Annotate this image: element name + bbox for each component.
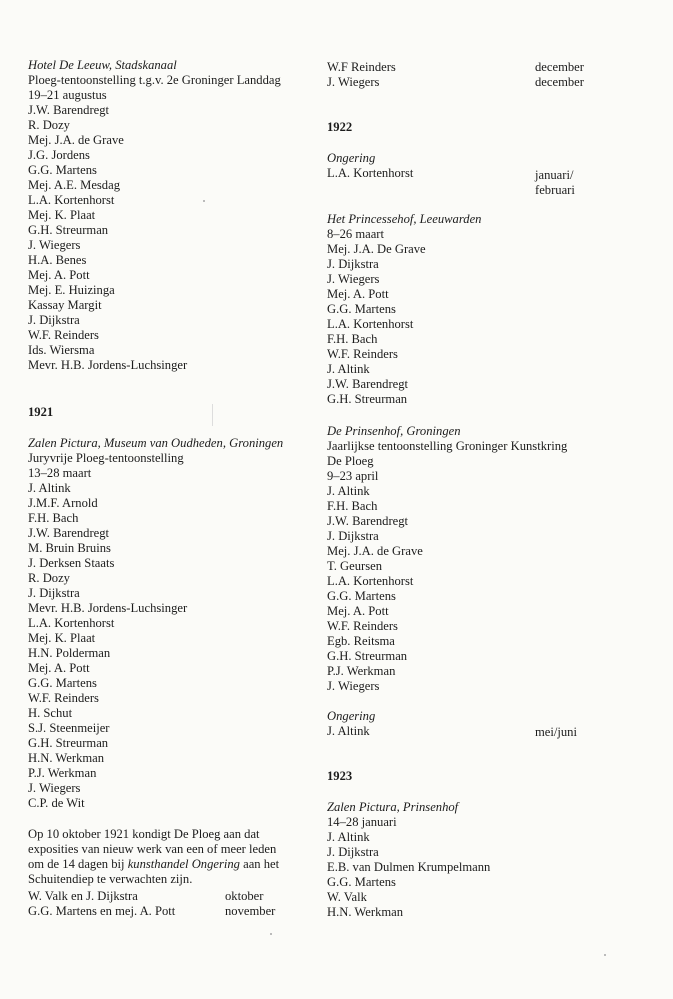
artist-name: J.W. Barendregt: [28, 103, 110, 117]
year-heading-1923: 1923: [327, 769, 353, 783]
artist-name: J. Dijkstra: [28, 313, 80, 327]
artist-name: R. Dozy: [28, 571, 70, 585]
exhibition-dates: 13–28 maart: [28, 466, 92, 480]
artist-name: J. Altink: [28, 481, 71, 495]
artist-name: P.J. Werkman: [327, 664, 396, 678]
exhibition-description: Juryvrije Ploeg-tentoonstelling: [28, 451, 184, 465]
artist-name: Mej. A.E. Mesdag: [28, 178, 120, 192]
paragraph-line: exposities van nieuw werk van een of meer leden: [28, 842, 277, 856]
artist-name: Mej. E. Huizinga: [28, 283, 115, 297]
schedule-month: december: [535, 60, 584, 74]
artist-name: E.B. van Dulmen Krumpelmann: [327, 860, 491, 874]
artist-name: J. Altink: [327, 484, 370, 498]
artist-name: W.F. Reinders: [327, 619, 398, 633]
artist-name: R. Dozy: [28, 118, 70, 132]
exhibition-dates: 8–26 maart: [327, 227, 385, 241]
artist-name: Mej. J.A. de Grave: [28, 133, 124, 147]
artist-name: J.W. Barendregt: [327, 514, 409, 528]
artist-name: H.N. Werkman: [327, 905, 404, 919]
artist-name: G.G. Martens: [28, 163, 97, 177]
artist-name: L.A. Kortenhorst: [28, 616, 115, 630]
artist-name: G.H. Streurman: [28, 223, 109, 237]
artist-name: M. Bruin Bruins: [28, 541, 111, 555]
schedule-artists: J. Wiegers: [327, 75, 380, 89]
artist-name: G.G. Martens: [327, 589, 396, 603]
artist-name: J. Derksen Staats: [28, 556, 115, 570]
exhibition-artist: J. Altink: [327, 724, 370, 738]
schedule-artists: W.F Reinders: [327, 60, 396, 74]
scan-speck: [270, 933, 272, 935]
paragraph-line: Schuitendiep te verwachten zijn.: [28, 872, 193, 886]
artist-name: L.A. Kortenhorst: [327, 317, 414, 331]
artist-name: Ids. Wiersma: [28, 343, 95, 357]
schedule-artists: G.G. Martens en mej. A. Pott: [28, 904, 176, 918]
scan-speck: [203, 200, 205, 202]
artist-name: F.H. Bach: [28, 511, 79, 525]
artist-name: Mej. A. Pott: [327, 287, 389, 301]
artist-name: Mej. J.A. De Grave: [327, 242, 426, 256]
schedule-artists: W. Valk en J. Dijkstra: [28, 889, 138, 903]
artist-name: H.A. Benes: [28, 253, 87, 267]
year-heading-1921: 1921: [28, 405, 54, 419]
exhibition-artist: L.A. Kortenhorst: [327, 166, 414, 180]
exhibition-month: mei/juni: [535, 725, 577, 739]
artist-name: F.H. Bach: [327, 332, 378, 346]
artist-name: J.W. Barendregt: [28, 526, 110, 540]
artist-name: J. Wiegers: [327, 272, 380, 286]
scan-speck: [604, 954, 606, 956]
artist-name: H.N. Werkman: [28, 751, 105, 765]
artist-name: Mevr. H.B. Jordens-Luchsinger: [28, 358, 188, 372]
exhibition-description: Ploeg-tentoonstelling t.g.v. 2e Groninger Landdag: [28, 73, 281, 87]
artist-name: L.A. Kortenhorst: [327, 574, 414, 588]
artist-name: Mej. A. Pott: [28, 268, 90, 282]
exhibition-subdescription: De Ploeg: [327, 454, 374, 468]
artist-name: Kassay Margit: [28, 298, 102, 312]
exhibition-description: Jaarlijkse tentoonstelling Groninger Kunstkring: [327, 439, 568, 453]
artist-name: G.G. Martens: [28, 676, 97, 690]
artist-name: J. Dijkstra: [327, 529, 379, 543]
exhibition-month: januari/: [535, 168, 574, 182]
artist-name: Mevr. H.B. Jordens-Luchsinger: [28, 601, 188, 615]
artist-name: G.G. Martens: [327, 875, 396, 889]
artist-name: J. Dijkstra: [327, 845, 379, 859]
artist-name: Mej. A. Pott: [28, 661, 90, 675]
schedule-month: december: [535, 75, 584, 89]
artist-name: J.W. Barendregt: [327, 377, 409, 391]
year-heading-1922: 1922: [327, 120, 353, 134]
artist-name: Mej. A. Pott: [327, 604, 389, 618]
artist-name: Mej. K. Plaat: [28, 631, 96, 645]
exhibition-month: februari: [535, 183, 575, 197]
schedule-month: november: [225, 904, 276, 918]
artist-name: Mej. K. Plaat: [28, 208, 96, 222]
artist-name: H.N. Polderman: [28, 646, 111, 660]
artist-name: P.J. Werkman: [28, 766, 97, 780]
artist-name: W.F. Reinders: [28, 328, 99, 342]
venue-hotel-de-leeuw: Hotel De Leeuw, Stadskanaal: [28, 58, 177, 72]
artist-name: G.H. Streurman: [327, 649, 408, 663]
artist-name: J.G. Jordens: [28, 148, 90, 162]
artist-name: Mej. J.A. de Grave: [327, 544, 423, 558]
artist-name: J.M.F. Arnold: [28, 496, 98, 510]
schedule-month: oktober: [225, 889, 264, 903]
artist-name: L.A. Kortenhorst: [28, 193, 115, 207]
artist-name: G.G. Martens: [327, 302, 396, 316]
venue-ongering: Ongering: [327, 151, 376, 165]
artist-name: G.H. Streurman: [28, 736, 109, 750]
scan-mark: [212, 404, 213, 426]
artist-name: W.F. Reinders: [327, 347, 398, 361]
artist-name: T. Geursen: [327, 559, 383, 573]
artist-name: F.H. Bach: [327, 499, 378, 513]
exhibition-dates: 9–23 april: [327, 469, 379, 483]
exhibition-dates: 14–28 januari: [327, 815, 397, 829]
exhibition-dates: 19–21 augustus: [28, 88, 107, 102]
paragraph-line: Op 10 oktober 1921 kondigt De Ploeg aan dat: [28, 827, 260, 841]
artist-name: W. Valk: [327, 890, 367, 904]
announcement-paragraph: [28, 827, 320, 887]
artist-name: J. Dijkstra: [28, 586, 80, 600]
venue-zalen-pictura-prinsenhof: Zalen Pictura, Prinsenhof: [327, 800, 459, 814]
paragraph-line: om de 14 dagen bij kunsthandel Ongering aan het: [28, 857, 280, 871]
venue-zalen-pictura: Zalen Pictura, Museum van Oudheden, Groningen: [28, 436, 284, 450]
artist-name: J. Wiegers: [28, 781, 81, 795]
artist-name: G.H. Streurman: [327, 392, 408, 406]
italic-gallery-name: kunsthandel Ongering: [127, 857, 240, 871]
artist-name: S.J. Steenmeijer: [28, 721, 110, 735]
artist-name: C.P. de Wit: [28, 796, 85, 810]
venue-princessehof: Het Princessehof, Leeuwarden: [327, 212, 482, 226]
artist-name: W.F. Reinders: [28, 691, 99, 705]
artist-name: J. Wiegers: [327, 679, 380, 693]
venue-prinsenhof: De Prinsenhof, Groningen: [327, 424, 461, 438]
venue-ongering: Ongering: [327, 709, 376, 723]
artist-name: J. Dijkstra: [327, 257, 379, 271]
artist-name: H. Schut: [28, 706, 73, 720]
artist-name: J. Wiegers: [28, 238, 81, 252]
artist-name: J. Altink: [327, 830, 370, 844]
artist-name: Egb. Reitsma: [327, 634, 395, 648]
artist-name: J. Altink: [327, 362, 370, 376]
